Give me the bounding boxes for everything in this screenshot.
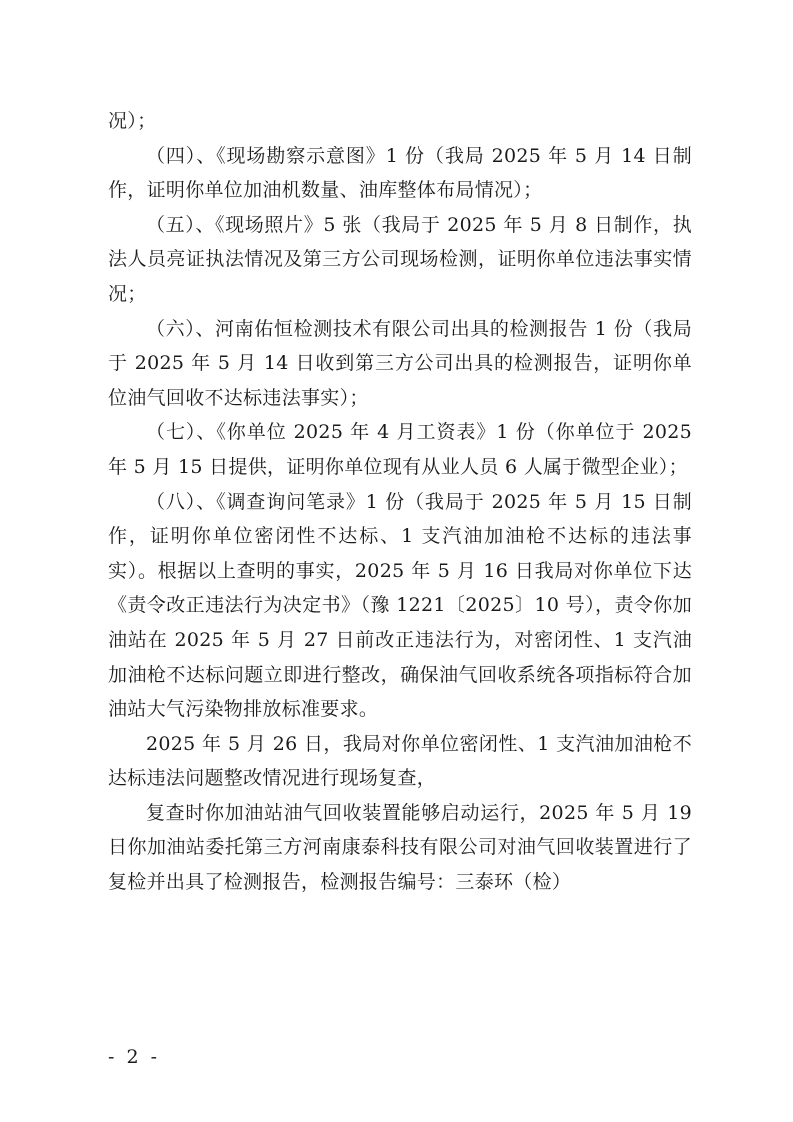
paragraph-item-5: （五）、《现场照片》5 张（我局于 2025 年 5 月 8 日制作，执法人员亮证执法情况及第三方公司现场检测，证明你单位违法事实情况； <box>108 213 692 305</box>
paragraph-continuation: 况）； <box>108 110 157 132</box>
paragraph-item-6: （六）、河南佑恒检测技术有限公司出具的检测报告 1 份（我局于 2025 年 5 月 14 日收到第三方公司出具的检测报告，证明你单位油气回收不达标违法事实）； <box>108 317 692 409</box>
paragraph-item-4: （四）、《现场勘察示意图》1 份（我局 2025 年 5 月 14 日制作，证明你单位加油机数量、油库整体布局情况）； <box>108 144 692 202</box>
paragraph-item-7: （七）、《你单位 2025 年 4 月工资表》1 份（你单位于 2025 年 5 月 15 日提供，证明你单位现有从业人员 6 人属于微型企业）； <box>108 421 692 478</box>
paragraph-item-8: （八）、《调查询问笔录》1 份（我局于 2025 年 5 月 15 日制作，证明你单位密闭性不达标、1 支汽油加油枪不达标的违法事实）。根据以上查明的事实，2025 年 5 月 16 日我局对你单位下达《责令改正违法行为决定书》（豫 1221〔2025〕10 号），责令你加油站在 2025 年 5 月 27 日前改正违法行为，对密闭性、1 支汽油加油枪不达标问题立即进行整改，确保油气回收系统各项指标符合加油站大气污染物排放标准要求。 <box>108 490 692 721</box>
paragraph-review-result: 复查时你加油站油气回收装置能够启动运行，2025 年 5 月 19 日你加油站委托第三方河南康泰科技有限公司对油气回收装置进行了复检并出具了检测报告，检测报告编号：三泰环（检） <box>108 801 692 894</box>
body-text <box>108 104 692 900</box>
page-number: - 2 - <box>108 1046 161 1068</box>
paragraph-review-date: 2025 年 5 月 26 日，我局对你单位密闭性、1 支汽油加油枪不达标违法问题整改情况进行现场复查， <box>108 732 692 790</box>
